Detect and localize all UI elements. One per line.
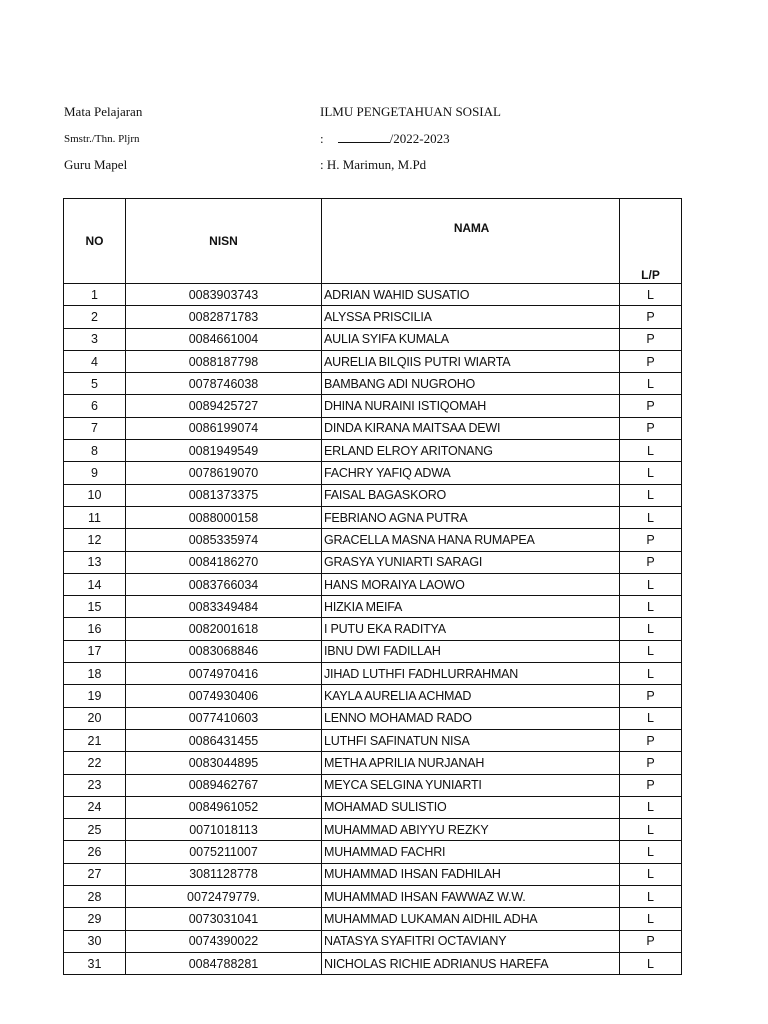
cell-nisn: 0071018113 [126,819,322,841]
cell-nama: JIHAD LUTHFI FADHLURRAHMAN [322,663,620,685]
cell-no: 9 [64,462,126,484]
cell-no: 14 [64,573,126,595]
cell-nisn: 3081128778 [126,863,322,885]
table-row [64,440,682,462]
cell-lp: L [620,506,682,528]
cell-no: 8 [64,440,126,462]
cell-lp: L [620,863,682,885]
cell-nama: LUTHFI SAFINATUN NISA [322,729,620,751]
cell-nama: MUHAMMAD IHSAN FADHILAH [322,863,620,885]
table-row [64,618,682,640]
cell-lp: L [620,573,682,595]
cell-no: 18 [64,663,126,685]
table-row [64,551,682,573]
cell-no: 2 [64,306,126,328]
cell-lp: P [620,306,682,328]
table-row [64,796,682,818]
cell-nisn: 0083766034 [126,573,322,595]
cell-no: 10 [64,484,126,506]
cell-nisn: 0078619070 [126,462,322,484]
cell-nisn: 0082871783 [126,306,322,328]
cell-nisn: 0085335974 [126,529,322,551]
table-row [64,596,682,618]
cell-nama: MUHAMMAD LUKAMAN AIDHIL ADHA [322,908,620,930]
cell-lp: L [620,796,682,818]
cell-nama: DINDA KIRANA MAITSAA DEWI [322,417,620,439]
table-row [64,863,682,885]
table-row [64,774,682,796]
cell-nama: MUHAMMAD ABIYYU REZKY [322,819,620,841]
column-header-no: NO [64,199,126,284]
cell-lp: L [620,841,682,863]
cell-nama: FEBRIANO AGNA PUTRA [322,506,620,528]
cell-nisn: 0074930406 [126,685,322,707]
cell-no: 21 [64,729,126,751]
cell-no: 3 [64,328,126,350]
cell-nama: HIZKIA MEIFA [322,596,620,618]
cell-no: 24 [64,796,126,818]
cell-nama: I PUTU EKA RADITYA [322,618,620,640]
table-row [64,417,682,439]
cell-lp: L [620,484,682,506]
semester-value: /2022-2023 [389,131,450,146]
column-header-lp: L/P [620,199,682,284]
subject-value: ILMU PENGETAHUAN SOSIAL [320,104,501,119]
table-row [64,930,682,952]
cell-no: 5 [64,373,126,395]
cell-no: 29 [64,908,126,930]
cell-nama: NATASYA SYAFITRI OCTAVIANY [322,930,620,952]
cell-nisn: 0073031041 [126,908,322,930]
cell-no: 23 [64,774,126,796]
cell-no: 28 [64,886,126,908]
cell-nama: KAYLA AURELIA ACHMAD [322,685,620,707]
cell-no: 16 [64,618,126,640]
cell-lp: P [620,417,682,439]
cell-no: 20 [64,707,126,729]
cell-no: 26 [64,841,126,863]
cell-lp: P [620,350,682,372]
cell-nisn: 0084186270 [126,551,322,573]
cell-no: 27 [64,863,126,885]
table-row [64,373,682,395]
cell-nisn: 0078746038 [126,373,322,395]
table-header-row [64,199,682,284]
cell-lp: P [620,685,682,707]
table-body [64,284,682,975]
cell-no: 11 [64,506,126,528]
cell-lp: L [620,284,682,306]
cell-nama: GRACELLA MASNA HANA RUMAPEA [322,529,620,551]
cell-nisn: 0083349484 [126,596,322,618]
cell-lp: P [620,774,682,796]
cell-no: 17 [64,640,126,662]
cell-no: 30 [64,930,126,952]
cell-nama: LENNO MOHAMAD RADO [322,707,620,729]
cell-no: 1 [64,284,126,306]
table-row [64,952,682,974]
cell-lp: L [620,440,682,462]
table-row [64,640,682,662]
cell-nama: MUHAMMAD FACHRI [322,841,620,863]
cell-lp: L [620,462,682,484]
cell-nama: FACHRY YAFIQ ADWA [322,462,620,484]
semester-label: Smstr./Thn. Pljrn [64,133,140,145]
cell-no: 13 [64,551,126,573]
cell-nisn: 0084788281 [126,952,322,974]
cell-nisn: 0083044895 [126,752,322,774]
cell-nama: GRASYA YUNIARTI SARAGI [322,551,620,573]
cell-nama: MOHAMAD SULISTIO [322,796,620,818]
table-row [64,462,682,484]
cell-nisn: 0081373375 [126,484,322,506]
cell-no: 12 [64,529,126,551]
cell-nisn: 0088187798 [126,350,322,372]
cell-lp: P [620,395,682,417]
table-row [64,841,682,863]
cell-nisn: 0074390022 [126,930,322,952]
cell-nisn: 0072479779. [126,886,322,908]
table-row [64,707,682,729]
cell-nama: METHA APRILIA NURJANAH [322,752,620,774]
table-row [64,350,682,372]
cell-nama: ERLAND ELROY ARITONANG [322,440,620,462]
cell-nama: ALYSSA PRISCILIA [322,306,620,328]
cell-nama: AURELIA BILQIIS PUTRI WIARTA [322,350,620,372]
cell-lp: L [620,663,682,685]
cell-nama: MEYCA SELGINA YUNIARTI [322,774,620,796]
student-roster-table [63,198,682,975]
cell-lp: L [620,618,682,640]
table-row [64,306,682,328]
cell-nisn: 0081949549 [126,440,322,462]
semester-blank-line [338,131,390,143]
cell-lp: L [620,640,682,662]
cell-no: 15 [64,596,126,618]
cell-nama: HANS MORAIYA LAOWO [322,573,620,595]
cell-nisn: 0084961052 [126,796,322,818]
cell-nama: IBNU DWI FADILLAH [322,640,620,662]
cell-lp: L [620,707,682,729]
cell-nama: FAISAL BAGASKORO [322,484,620,506]
cell-no: 25 [64,819,126,841]
table-row [64,752,682,774]
table-row [64,328,682,350]
cell-lp: P [620,752,682,774]
column-header-nama: NAMA [322,199,620,284]
cell-nisn: 0086199074 [126,417,322,439]
teacher-label: Guru Mapel [64,157,128,172]
cell-no: 19 [64,685,126,707]
cell-nama: BAMBANG ADI NUGROHO [322,373,620,395]
cell-no: 22 [64,752,126,774]
cell-lp: L [620,886,682,908]
cell-nisn: 0089462767 [126,774,322,796]
cell-nama: NICHOLAS RICHIE ADRIANUS HAREFA [322,952,620,974]
cell-no: 4 [64,350,126,372]
cell-nama: MUHAMMAD IHSAN FAWWAZ W.W. [322,886,620,908]
semester-colon: : [320,131,324,146]
cell-lp: L [620,596,682,618]
table-row [64,395,682,417]
cell-no: 31 [64,952,126,974]
subject-label: Mata Pelajaran [64,104,143,119]
cell-lp: P [620,551,682,573]
cell-nisn: 0082001618 [126,618,322,640]
table-row [64,685,682,707]
cell-lp: P [620,328,682,350]
teacher-value: : H. Marimun, M.Pd [320,157,427,172]
cell-lp: P [620,729,682,751]
cell-nisn: 0075211007 [126,841,322,863]
semester-value-line [320,131,450,147]
cell-nisn: 0088000158 [126,506,322,528]
table-row [64,284,682,306]
cell-no: 7 [64,417,126,439]
table-row [64,663,682,685]
cell-nisn: 0083068846 [126,640,322,662]
cell-nisn: 0083903743 [126,284,322,306]
cell-nisn: 0089425727 [126,395,322,417]
cell-nama: AULIA SYIFA KUMALA [322,328,620,350]
table-row [64,573,682,595]
table-row [64,729,682,751]
cell-lp: L [620,952,682,974]
column-header-nisn: NISN [126,199,322,284]
cell-nisn: 0084661004 [126,328,322,350]
cell-lp: L [620,908,682,930]
cell-lp: L [620,373,682,395]
cell-no: 6 [64,395,126,417]
cell-nisn: 0074970416 [126,663,322,685]
table-row [64,908,682,930]
table-row [64,484,682,506]
cell-lp: P [620,529,682,551]
table-row [64,506,682,528]
cell-nama: ADRIAN WAHID SUSATIO [322,284,620,306]
cell-nisn: 0077410603 [126,707,322,729]
table-row [64,529,682,551]
cell-nama: DHINA NURAINI ISTIQOMAH [322,395,620,417]
cell-lp: L [620,819,682,841]
table-row [64,886,682,908]
table-row [64,819,682,841]
cell-nisn: 0086431455 [126,729,322,751]
cell-lp: P [620,930,682,952]
